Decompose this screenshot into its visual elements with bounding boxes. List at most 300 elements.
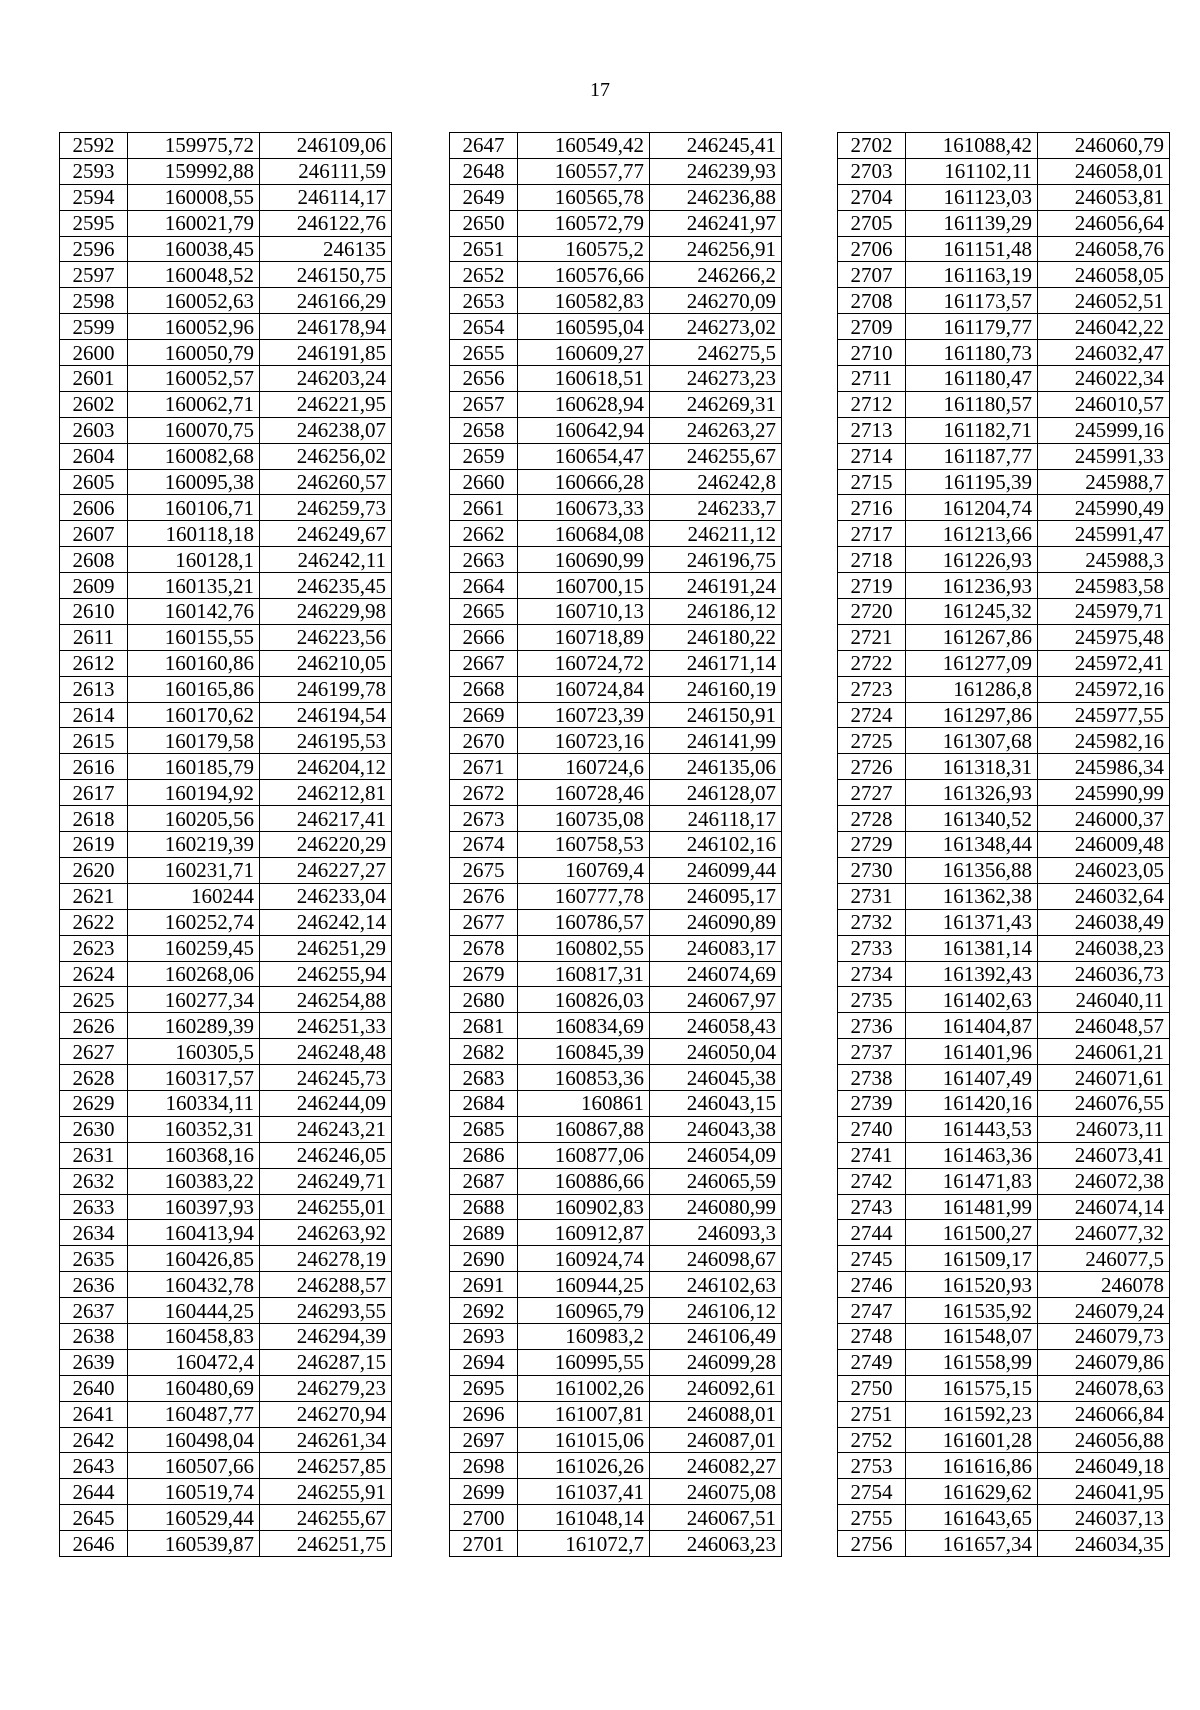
point-number-cell: 2656 — [450, 366, 518, 392]
x-coordinate-cell: 161182,71 — [906, 417, 1038, 443]
x-coordinate-cell: 161616,86 — [906, 1453, 1038, 1479]
point-number-cell: 2700 — [450, 1505, 518, 1531]
x-coordinate-cell: 160128,1 — [128, 547, 260, 573]
y-coordinate-cell: 246058,76 — [1038, 236, 1170, 262]
y-coordinate-cell: 246060,79 — [1038, 133, 1170, 159]
x-coordinate-cell: 161401,96 — [906, 1039, 1038, 1065]
point-number-cell: 2735 — [838, 987, 906, 1013]
x-coordinate-cell: 161592,23 — [906, 1401, 1038, 1427]
x-coordinate-cell: 161643,65 — [906, 1505, 1038, 1531]
y-coordinate-cell: 246071,61 — [1038, 1065, 1170, 1091]
point-number-cell: 2620 — [60, 857, 128, 883]
table-row — [60, 1298, 392, 1324]
y-coordinate-cell: 246034,35 — [1038, 1531, 1170, 1557]
table-row — [450, 1427, 782, 1453]
y-coordinate-cell: 246245,41 — [650, 133, 782, 159]
y-coordinate-cell: 246229,98 — [260, 599, 392, 625]
y-coordinate-cell: 246273,23 — [650, 366, 782, 392]
x-coordinate-cell: 161139,29 — [906, 210, 1038, 236]
point-number-cell: 2729 — [838, 832, 906, 858]
x-coordinate-cell: 160724,6 — [518, 754, 650, 780]
x-coordinate-cell: 160160,86 — [128, 650, 260, 676]
y-coordinate-cell: 245986,34 — [1038, 754, 1170, 780]
y-coordinate-cell: 246079,86 — [1038, 1349, 1170, 1375]
table-row — [60, 366, 392, 392]
table-row — [60, 1013, 392, 1039]
point-number-cell: 2715 — [838, 469, 906, 495]
y-coordinate-cell: 246270,09 — [650, 288, 782, 314]
point-number-cell: 2722 — [838, 650, 906, 676]
y-coordinate-cell: 246102,63 — [650, 1272, 782, 1298]
table-row — [838, 961, 1170, 987]
point-number-cell: 2612 — [60, 650, 128, 676]
y-coordinate-cell: 245999,16 — [1038, 417, 1170, 443]
table-row — [450, 417, 782, 443]
point-number-cell: 2666 — [450, 624, 518, 650]
y-coordinate-cell: 246061,21 — [1038, 1039, 1170, 1065]
x-coordinate-cell: 161123,03 — [906, 184, 1038, 210]
table-row — [450, 1323, 782, 1349]
point-number-cell: 2642 — [60, 1427, 128, 1453]
x-coordinate-cell: 160723,16 — [518, 728, 650, 754]
table-row — [838, 650, 1170, 676]
table-row — [60, 1246, 392, 1272]
y-coordinate-cell: 246079,24 — [1038, 1298, 1170, 1324]
x-coordinate-cell: 161657,34 — [906, 1531, 1038, 1557]
table-row — [838, 857, 1170, 883]
table-row — [60, 702, 392, 728]
y-coordinate-cell: 246118,17 — [650, 806, 782, 832]
y-coordinate-cell: 246251,29 — [260, 935, 392, 961]
x-coordinate-cell: 160575,2 — [518, 236, 650, 262]
table-row — [60, 1427, 392, 1453]
table-row — [450, 1272, 782, 1298]
x-coordinate-cell: 161179,77 — [906, 314, 1038, 340]
x-coordinate-cell: 161195,39 — [906, 469, 1038, 495]
point-number-cell: 2726 — [838, 754, 906, 780]
point-number-cell: 2739 — [838, 1090, 906, 1116]
table-row — [60, 676, 392, 702]
point-number-cell: 2616 — [60, 754, 128, 780]
y-coordinate-cell: 246053,81 — [1038, 184, 1170, 210]
x-coordinate-cell: 160576,66 — [518, 262, 650, 288]
point-number-cell: 2618 — [60, 806, 128, 832]
x-coordinate-cell: 160021,79 — [128, 210, 260, 236]
table-row — [60, 521, 392, 547]
point-number-cell: 2594 — [60, 184, 128, 210]
point-number-cell: 2603 — [60, 417, 128, 443]
y-coordinate-cell: 246195,53 — [260, 728, 392, 754]
x-coordinate-cell: 160095,38 — [128, 469, 260, 495]
y-coordinate-cell: 246194,54 — [260, 702, 392, 728]
x-coordinate-cell: 160277,34 — [128, 987, 260, 1013]
y-coordinate-cell: 246077,5 — [1038, 1246, 1170, 1272]
table-row — [450, 184, 782, 210]
table-row — [450, 1453, 782, 1479]
point-number-cell: 2667 — [450, 650, 518, 676]
table-row — [450, 262, 782, 288]
point-number-cell: 2681 — [450, 1013, 518, 1039]
x-coordinate-cell: 160826,03 — [518, 987, 650, 1013]
table-row — [450, 210, 782, 236]
x-coordinate-cell: 161267,86 — [906, 624, 1038, 650]
x-coordinate-cell: 161601,28 — [906, 1427, 1038, 1453]
point-number-cell: 2709 — [838, 314, 906, 340]
table-row — [838, 262, 1170, 288]
y-coordinate-cell: 246058,01 — [1038, 158, 1170, 184]
x-coordinate-cell: 160498,04 — [128, 1427, 260, 1453]
table-row — [450, 1375, 782, 1401]
point-number-cell: 2637 — [60, 1298, 128, 1324]
x-coordinate-cell: 160259,45 — [128, 935, 260, 961]
y-coordinate-cell: 246038,49 — [1038, 909, 1170, 935]
y-coordinate-cell: 246083,17 — [650, 935, 782, 961]
x-coordinate-cell: 160219,39 — [128, 832, 260, 858]
y-coordinate-cell: 246255,67 — [260, 1505, 392, 1531]
x-coordinate-cell: 160539,87 — [128, 1531, 260, 1557]
x-coordinate-cell: 160582,83 — [518, 288, 650, 314]
y-coordinate-cell: 246074,14 — [1038, 1194, 1170, 1220]
table-row — [450, 469, 782, 495]
point-number-cell: 2718 — [838, 547, 906, 573]
x-coordinate-cell: 160052,57 — [128, 366, 260, 392]
point-number-cell: 2694 — [450, 1349, 518, 1375]
point-number-cell: 2662 — [450, 521, 518, 547]
y-coordinate-cell: 246038,23 — [1038, 935, 1170, 961]
table-row — [838, 417, 1170, 443]
point-number-cell: 2730 — [838, 857, 906, 883]
point-number-cell: 2663 — [450, 547, 518, 573]
x-coordinate-cell: 160050,79 — [128, 340, 260, 366]
point-number-cell: 2670 — [450, 728, 518, 754]
table-row — [450, 806, 782, 832]
x-coordinate-cell: 159975,72 — [128, 133, 260, 159]
x-coordinate-cell: 160572,79 — [518, 210, 650, 236]
x-coordinate-cell: 160877,06 — [518, 1142, 650, 1168]
x-coordinate-cell: 160519,74 — [128, 1479, 260, 1505]
y-coordinate-cell: 246063,23 — [650, 1531, 782, 1557]
x-coordinate-cell: 160700,15 — [518, 573, 650, 599]
x-coordinate-cell: 161481,99 — [906, 1194, 1038, 1220]
point-number-cell: 2613 — [60, 676, 128, 702]
table-row — [450, 883, 782, 909]
point-number-cell: 2609 — [60, 573, 128, 599]
y-coordinate-cell: 246052,51 — [1038, 288, 1170, 314]
table-row — [60, 728, 392, 754]
y-coordinate-cell: 246043,15 — [650, 1090, 782, 1116]
x-coordinate-cell: 161026,26 — [518, 1453, 650, 1479]
point-number-cell: 2631 — [60, 1142, 128, 1168]
table-row — [838, 1272, 1170, 1298]
table-row — [60, 1349, 392, 1375]
point-number-cell: 2647 — [450, 133, 518, 159]
x-coordinate-cell: 160845,39 — [518, 1039, 650, 1065]
table-row — [838, 521, 1170, 547]
y-coordinate-cell: 246074,69 — [650, 961, 782, 987]
x-coordinate-cell: 160268,06 — [128, 961, 260, 987]
x-coordinate-cell: 161404,87 — [906, 1013, 1038, 1039]
point-number-cell: 2756 — [838, 1531, 906, 1557]
y-coordinate-cell: 246260,57 — [260, 469, 392, 495]
table-row — [60, 262, 392, 288]
x-coordinate-cell: 161392,43 — [906, 961, 1038, 987]
point-number-cell: 2703 — [838, 158, 906, 184]
y-coordinate-cell: 246288,57 — [260, 1272, 392, 1298]
x-coordinate-cell: 160983,2 — [518, 1323, 650, 1349]
y-coordinate-cell: 246233,7 — [650, 495, 782, 521]
point-number-cell: 2678 — [450, 935, 518, 961]
point-number-cell: 2734 — [838, 961, 906, 987]
table-row — [450, 340, 782, 366]
x-coordinate-cell: 161015,06 — [518, 1427, 650, 1453]
y-coordinate-cell: 245991,47 — [1038, 521, 1170, 547]
x-coordinate-cell: 160008,55 — [128, 184, 260, 210]
table-row — [838, 133, 1170, 159]
x-coordinate-cell: 160609,27 — [518, 340, 650, 366]
x-coordinate-cell: 160135,21 — [128, 573, 260, 599]
point-number-cell: 2683 — [450, 1065, 518, 1091]
y-coordinate-cell: 246191,24 — [650, 573, 782, 599]
point-number-cell: 2592 — [60, 133, 128, 159]
point-number-cell: 2622 — [60, 909, 128, 935]
point-number-cell: 2702 — [838, 133, 906, 159]
y-coordinate-cell: 246212,81 — [260, 780, 392, 806]
table-row — [838, 1246, 1170, 1272]
y-coordinate-cell: 246122,76 — [260, 210, 392, 236]
table-row — [450, 1039, 782, 1065]
point-number-cell: 2668 — [450, 676, 518, 702]
table-row — [838, 1298, 1170, 1324]
table-row — [838, 935, 1170, 961]
y-coordinate-cell: 246050,04 — [650, 1039, 782, 1065]
point-number-cell: 2744 — [838, 1220, 906, 1246]
y-coordinate-cell: 246255,67 — [650, 443, 782, 469]
table-row — [450, 1065, 782, 1091]
table-row — [838, 210, 1170, 236]
point-number-cell: 2682 — [450, 1039, 518, 1065]
point-number-cell: 2638 — [60, 1323, 128, 1349]
y-coordinate-cell: 246010,57 — [1038, 391, 1170, 417]
point-number-cell: 2691 — [450, 1272, 518, 1298]
point-number-cell: 2732 — [838, 909, 906, 935]
table-row — [60, 961, 392, 987]
y-coordinate-cell: 246036,73 — [1038, 961, 1170, 987]
point-number-cell: 2706 — [838, 236, 906, 262]
y-coordinate-cell: 246238,07 — [260, 417, 392, 443]
table-row — [838, 1427, 1170, 1453]
x-coordinate-cell: 160334,11 — [128, 1090, 260, 1116]
point-number-cell: 2660 — [450, 469, 518, 495]
x-coordinate-cell: 161500,27 — [906, 1220, 1038, 1246]
y-coordinate-cell: 246032,47 — [1038, 340, 1170, 366]
y-coordinate-cell: 246150,75 — [260, 262, 392, 288]
y-coordinate-cell: 246171,14 — [650, 650, 782, 676]
table-row — [450, 1220, 782, 1246]
table-row — [838, 1168, 1170, 1194]
x-coordinate-cell: 161277,09 — [906, 650, 1038, 676]
point-number-cell: 2698 — [450, 1453, 518, 1479]
y-coordinate-cell: 246042,22 — [1038, 314, 1170, 340]
table-row — [450, 987, 782, 1013]
point-number-cell: 2624 — [60, 961, 128, 987]
point-number-cell: 2741 — [838, 1142, 906, 1168]
point-number-cell: 2749 — [838, 1349, 906, 1375]
x-coordinate-cell: 160106,71 — [128, 495, 260, 521]
y-coordinate-cell: 246106,49 — [650, 1323, 782, 1349]
point-number-cell: 2639 — [60, 1349, 128, 1375]
point-number-cell: 2748 — [838, 1323, 906, 1349]
point-number-cell: 2636 — [60, 1272, 128, 1298]
x-coordinate-cell: 160487,77 — [128, 1401, 260, 1427]
table-row — [838, 702, 1170, 728]
y-coordinate-cell: 246235,45 — [260, 573, 392, 599]
point-number-cell: 2602 — [60, 391, 128, 417]
point-number-cell: 2649 — [450, 184, 518, 210]
x-coordinate-cell: 160194,92 — [128, 780, 260, 806]
y-coordinate-cell: 245988,3 — [1038, 547, 1170, 573]
table-row — [60, 1142, 392, 1168]
y-coordinate-cell: 246098,67 — [650, 1246, 782, 1272]
x-coordinate-cell: 161443,53 — [906, 1116, 1038, 1142]
point-number-cell: 2737 — [838, 1039, 906, 1065]
point-number-cell: 2689 — [450, 1220, 518, 1246]
y-coordinate-cell: 246239,93 — [650, 158, 782, 184]
point-number-cell: 2632 — [60, 1168, 128, 1194]
table-row — [838, 391, 1170, 417]
table-row — [60, 1039, 392, 1065]
point-number-cell: 2701 — [450, 1531, 518, 1557]
x-coordinate-cell: 160654,47 — [518, 443, 650, 469]
point-number-cell: 2626 — [60, 1013, 128, 1039]
table-row — [838, 1220, 1170, 1246]
point-number-cell: 2753 — [838, 1453, 906, 1479]
y-coordinate-cell: 246278,19 — [260, 1246, 392, 1272]
table-row — [60, 883, 392, 909]
y-coordinate-cell: 245983,58 — [1038, 573, 1170, 599]
point-number-cell: 2727 — [838, 780, 906, 806]
y-coordinate-cell: 246058,05 — [1038, 262, 1170, 288]
y-coordinate-cell: 246141,99 — [650, 728, 782, 754]
table-row — [450, 1246, 782, 1272]
table-row — [450, 1505, 782, 1531]
table-row — [450, 935, 782, 961]
x-coordinate-cell: 161297,86 — [906, 702, 1038, 728]
x-coordinate-cell: 161213,66 — [906, 521, 1038, 547]
y-coordinate-cell: 246241,97 — [650, 210, 782, 236]
point-number-cell: 2627 — [60, 1039, 128, 1065]
point-number-cell: 2723 — [838, 676, 906, 702]
table-row — [450, 1479, 782, 1505]
table-row — [838, 495, 1170, 521]
table-row — [838, 883, 1170, 909]
x-coordinate-cell: 160205,56 — [128, 806, 260, 832]
table-row — [838, 728, 1170, 754]
y-coordinate-cell: 246191,85 — [260, 340, 392, 366]
table-row — [838, 1375, 1170, 1401]
point-number-cell: 2719 — [838, 573, 906, 599]
point-number-cell: 2752 — [838, 1427, 906, 1453]
table-row — [60, 1168, 392, 1194]
x-coordinate-cell: 160924,74 — [518, 1246, 650, 1272]
x-coordinate-cell: 161535,92 — [906, 1298, 1038, 1324]
y-coordinate-cell: 246128,07 — [650, 780, 782, 806]
y-coordinate-cell: 246099,28 — [650, 1349, 782, 1375]
y-coordinate-cell: 246072,38 — [1038, 1168, 1170, 1194]
x-coordinate-cell: 160735,08 — [518, 806, 650, 832]
table-row — [60, 1272, 392, 1298]
table-row — [60, 624, 392, 650]
x-coordinate-cell: 160185,79 — [128, 754, 260, 780]
coordinate-table-right — [837, 132, 1170, 1557]
x-coordinate-cell: 160769,4 — [518, 857, 650, 883]
point-number-cell: 2687 — [450, 1168, 518, 1194]
y-coordinate-cell: 246099,44 — [650, 857, 782, 883]
y-coordinate-cell: 246114,17 — [260, 184, 392, 210]
x-coordinate-cell: 161629,62 — [906, 1479, 1038, 1505]
y-coordinate-cell: 246049,18 — [1038, 1453, 1170, 1479]
y-coordinate-cell: 246135,06 — [650, 754, 782, 780]
table-row — [60, 1531, 392, 1557]
y-coordinate-cell: 246106,12 — [650, 1298, 782, 1324]
table-row — [838, 806, 1170, 832]
table-row — [450, 909, 782, 935]
point-number-cell: 2676 — [450, 883, 518, 909]
point-number-cell: 2633 — [60, 1194, 128, 1220]
table-row — [838, 1194, 1170, 1220]
x-coordinate-cell: 161326,93 — [906, 780, 1038, 806]
x-coordinate-cell: 160724,84 — [518, 676, 650, 702]
x-coordinate-cell: 160834,69 — [518, 1013, 650, 1039]
x-coordinate-cell: 160507,66 — [128, 1453, 260, 1479]
table-row — [838, 1116, 1170, 1142]
point-number-cell: 2621 — [60, 883, 128, 909]
y-coordinate-cell: 246090,89 — [650, 909, 782, 935]
point-number-cell: 2688 — [450, 1194, 518, 1220]
x-coordinate-cell: 160052,63 — [128, 288, 260, 314]
x-coordinate-cell: 160165,86 — [128, 676, 260, 702]
x-coordinate-cell: 160472,4 — [128, 1349, 260, 1375]
point-number-cell: 2598 — [60, 288, 128, 314]
y-coordinate-cell: 246249,67 — [260, 521, 392, 547]
y-coordinate-cell: 246251,75 — [260, 1531, 392, 1557]
point-number-cell: 2601 — [60, 366, 128, 392]
x-coordinate-cell: 160432,78 — [128, 1272, 260, 1298]
x-coordinate-cell: 161102,11 — [906, 158, 1038, 184]
table-row — [450, 495, 782, 521]
table-row — [838, 676, 1170, 702]
table-row — [838, 1142, 1170, 1168]
x-coordinate-cell: 160777,78 — [518, 883, 650, 909]
x-coordinate-cell: 161463,36 — [906, 1142, 1038, 1168]
point-number-cell: 2648 — [450, 158, 518, 184]
table-row — [450, 1116, 782, 1142]
x-coordinate-cell: 160595,04 — [518, 314, 650, 340]
y-coordinate-cell: 246273,02 — [650, 314, 782, 340]
table-row — [60, 1065, 392, 1091]
table-row — [60, 443, 392, 469]
x-coordinate-cell: 161245,32 — [906, 599, 1038, 625]
point-number-cell: 2708 — [838, 288, 906, 314]
table-row — [450, 1401, 782, 1427]
point-number-cell: 2623 — [60, 935, 128, 961]
table-row — [838, 469, 1170, 495]
table-row — [450, 599, 782, 625]
y-coordinate-cell: 246022,34 — [1038, 366, 1170, 392]
point-number-cell: 2605 — [60, 469, 128, 495]
x-coordinate-cell: 161558,99 — [906, 1349, 1038, 1375]
y-coordinate-cell: 246186,12 — [650, 599, 782, 625]
table-row — [838, 1323, 1170, 1349]
